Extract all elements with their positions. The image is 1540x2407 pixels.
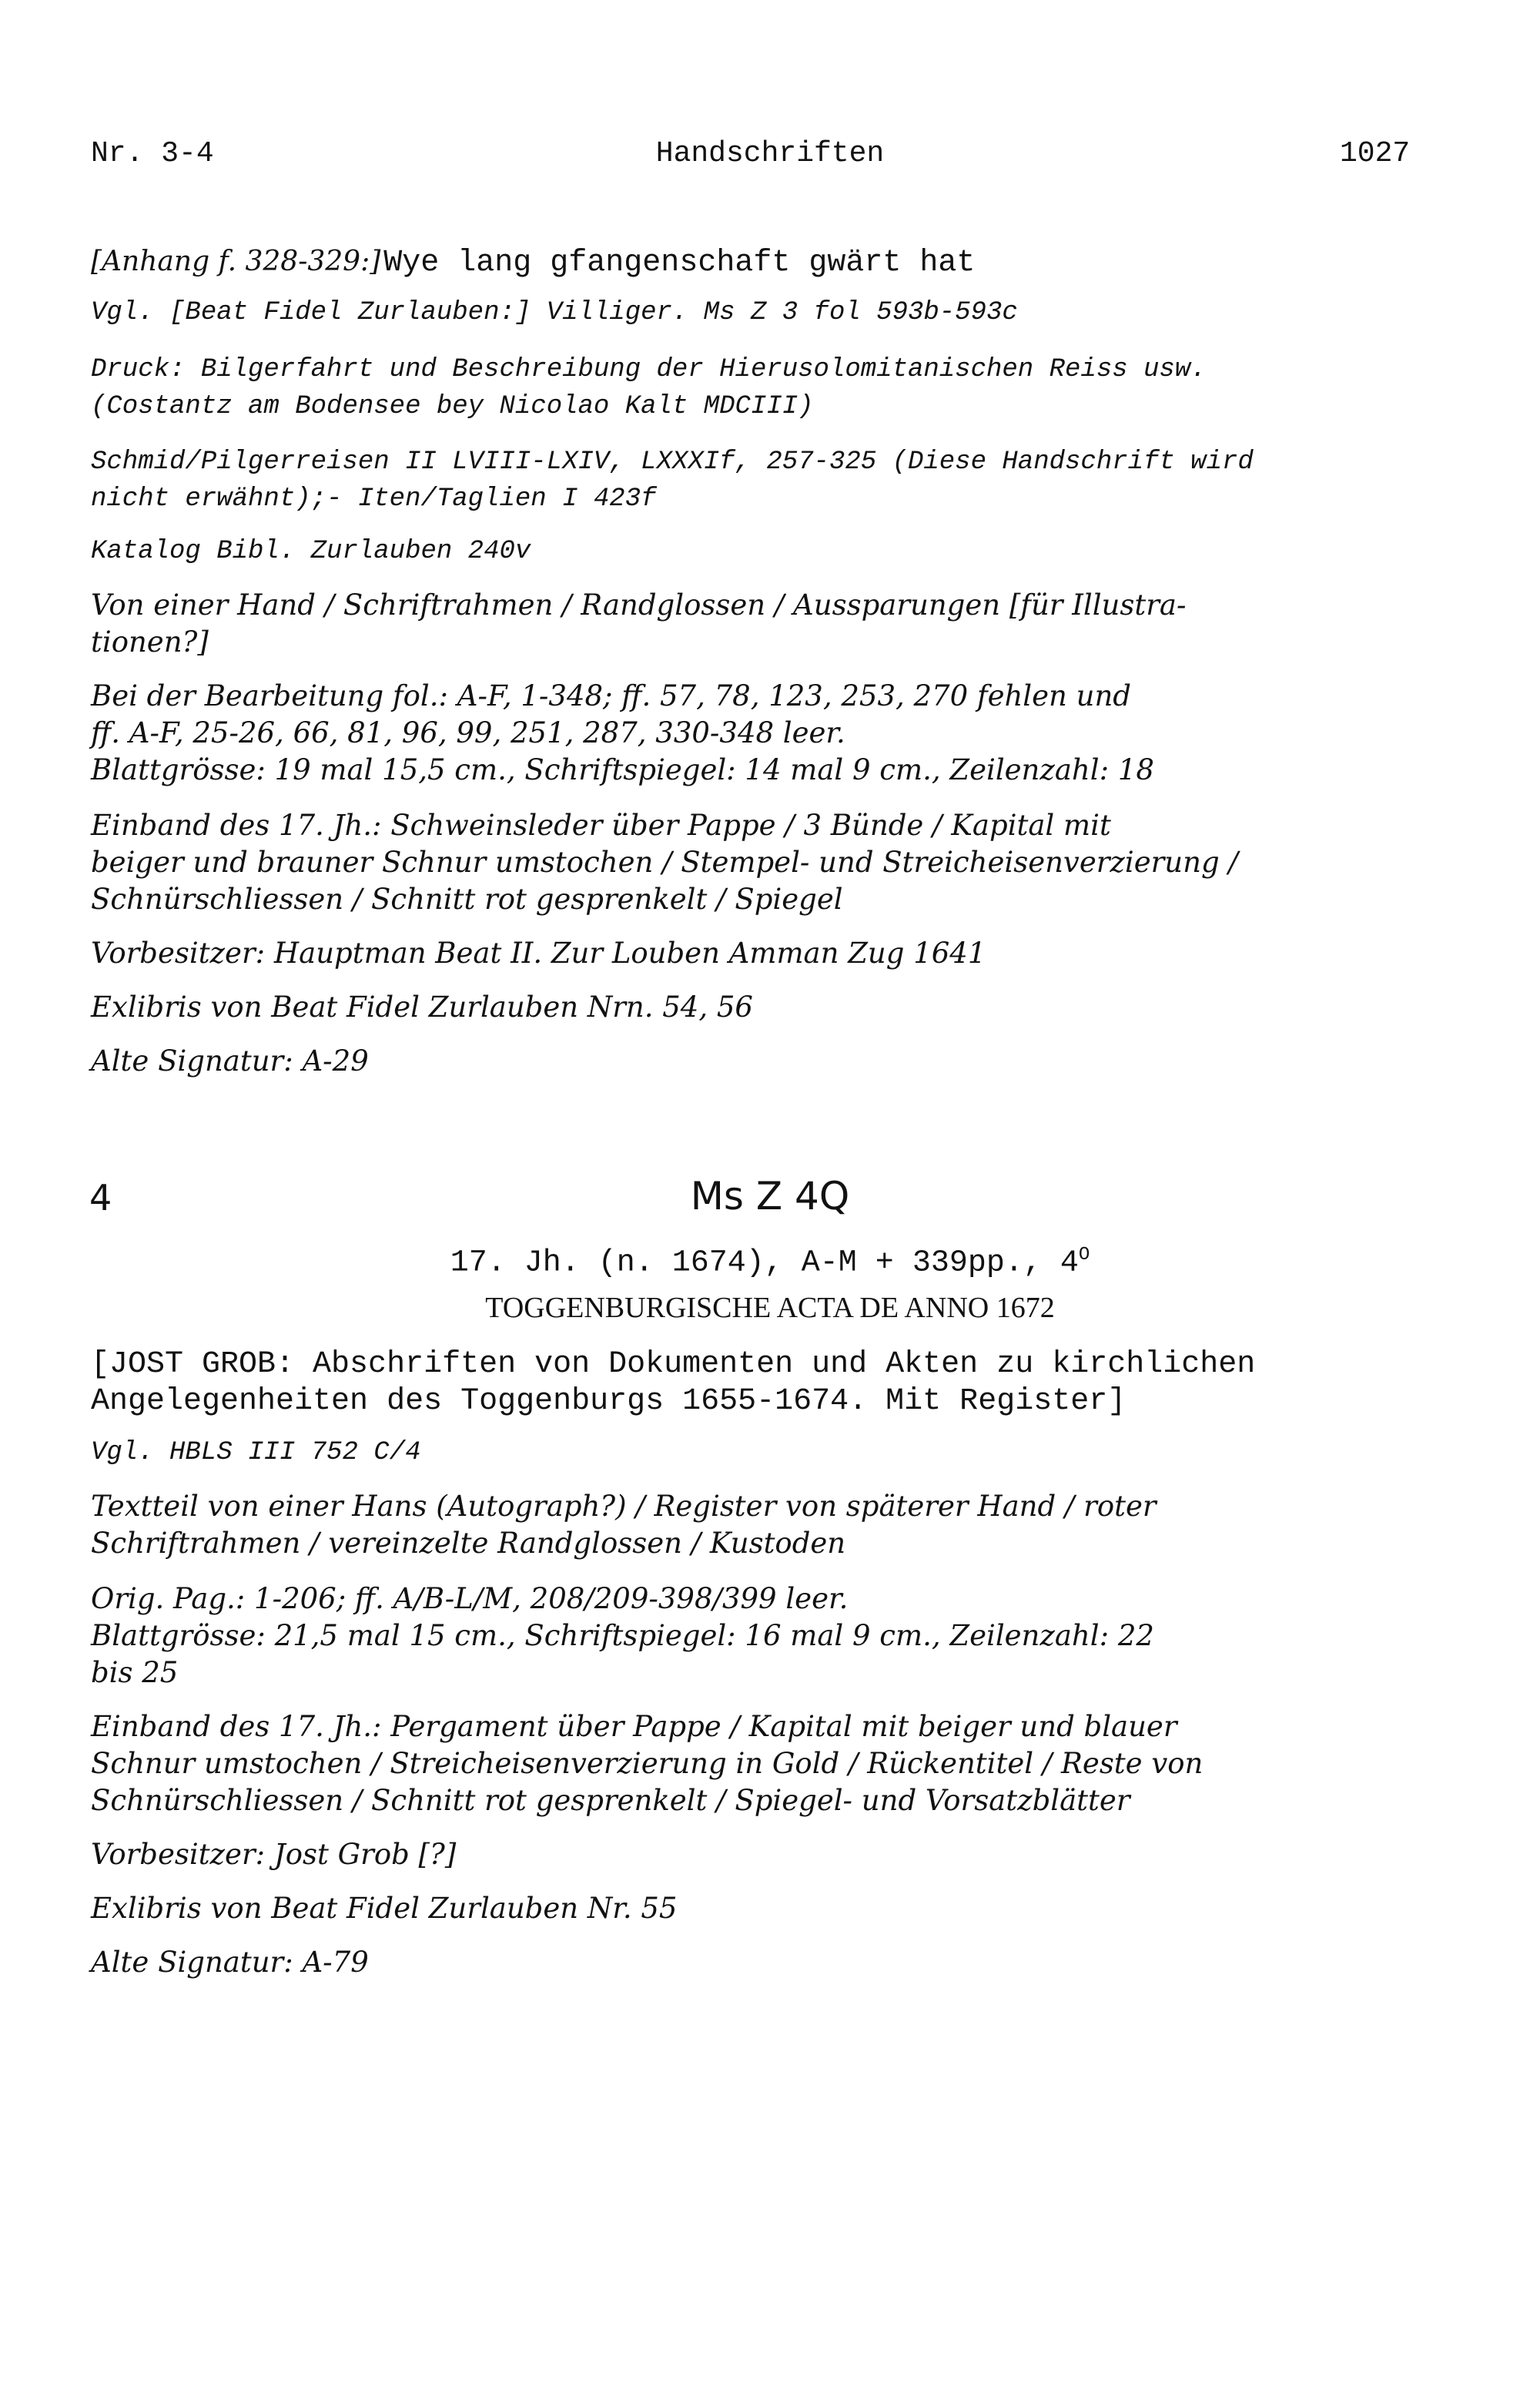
entry3-hand-line-2: tionen?] xyxy=(91,625,209,659)
entry4-hands xyxy=(91,1488,1392,1562)
entry4-hand-line-1: Textteil von einer Hans (Autograph?) / Register von späterer Hand / roter xyxy=(91,1490,1157,1523)
entry3-print xyxy=(91,351,1392,425)
entry3-lit-line-2: nicht erwähnt);- Iten/Taglien I 423f xyxy=(91,484,657,514)
entry4-title-text: TOGGENBURGISCHE ACTA DE ANNO 1672 xyxy=(485,1292,1055,1324)
entry3-exlibris xyxy=(91,989,1392,1026)
entry4-date-text: 17. Jh. (n. 1674), A-M + 339pp., 4 xyxy=(450,1245,1079,1281)
entry4-binding-line-3: Schnürschliessen / Schnitt rot gesprenkelt / Spiegel- und Vorsatzblätter xyxy=(91,1784,1130,1817)
entry4-owner xyxy=(91,1836,1392,1873)
entry3-lit-line-1: Schmid/Pilgerreisen II LVIII-LXIV, LXXXIf, 257-325 (Diese Handschrift wird xyxy=(91,448,1254,477)
entry3-owner-text: Vorbesitzer: Hauptman Beat II. Zur Louben Amman Zug 1641 xyxy=(91,937,986,970)
entry3-proc-line-1: Bei der Bearbeitung fol.: A-F, 1-348; ff. 57, 78, 123, 253, 270 fehlen und xyxy=(91,679,1131,712)
entry3-signature-text: Alte Signatur: A-29 xyxy=(91,1044,369,1078)
entry3-signature xyxy=(91,1043,1392,1080)
header-entry-range: Nr. 3-4 xyxy=(91,137,214,170)
entry4-desc-line-1: [JOST GROB: Abschriften von Dokumenten und Akten zu kirchlichen xyxy=(91,1347,1256,1382)
entry3-title-prefix: [Anhang f. 328-329:] xyxy=(91,246,381,277)
entry3-binding-line-2: beiger und brauner Schnur umstochen / Stempel- und Streicheisenverzierung / xyxy=(91,846,1238,879)
entry4-number: 4 xyxy=(89,1177,112,1219)
entry4-desc-line-2: Angelegenheiten des Toggenburgs 1655-1674. Mit Register] xyxy=(91,1384,1127,1419)
entry4-exlibris xyxy=(91,1890,1392,1927)
entry3-hands xyxy=(91,587,1392,661)
entry4-signature xyxy=(91,1944,1392,1981)
entry3-title-main: Wye lang gfangenschaft gwärt hat xyxy=(383,246,976,280)
header-section-title: Handschriften xyxy=(655,137,885,170)
entry4-size-line-2: bis 25 xyxy=(91,1656,179,1689)
entry4-description xyxy=(91,1346,1392,1420)
entry3-literature xyxy=(91,444,1392,518)
page-number: 1027 xyxy=(1340,137,1411,170)
entry4-title xyxy=(0,1289,1540,1326)
entry3-binding-line-3: Schnürschliessen / Schnitt rot gesprenkelt / Spiegel xyxy=(91,883,843,916)
entry4-binding-line-2: Schnur umstochen / Streicheisenverzierung in Gold / Rückentitel / Reste von xyxy=(91,1747,1204,1780)
entry4-pag: Orig. Pag.: 1-206; ff. A/B-L/M, 208/209-398/399 leer. xyxy=(91,1582,849,1615)
entry4-date-line xyxy=(0,1237,1540,1282)
entry3-hand-line-1: Von einer Hand / Schriftrahmen / Randglossen / Aussparungen [für Illustra- xyxy=(91,588,1187,622)
entry3-owner xyxy=(91,935,1392,972)
entry3-binding-line-1: Einband des 17. Jh.: Schweinsleder über Pappe / 3 Bünde / Kapital mit xyxy=(91,809,1111,842)
entry4-format-sup: O xyxy=(1078,1245,1090,1266)
entry3-title-line xyxy=(91,245,1392,282)
entry4-exlibris-text: Exlibris von Beat Fidel Zurlauben Nr. 55 xyxy=(91,1892,678,1925)
entry4-owner-text: Vorbesitzer: Jost Grob [?] xyxy=(91,1838,457,1871)
entry3-processing xyxy=(91,678,1392,789)
entry4-ref-text: Vgl. HBLS III 752 C/4 xyxy=(91,1438,421,1467)
entry4-binding xyxy=(91,1708,1392,1819)
entry3-reference xyxy=(91,294,1392,331)
entry3-binding xyxy=(91,807,1392,918)
entry4-signature-text: Alte Signatur: A-79 xyxy=(91,1946,369,1979)
entry3-proc-line-2: ff. A-F, 25-26, 66, 81, 96, 99, 251, 287, 330-348 leer. xyxy=(91,716,845,749)
entry4-shelfmark: Ms Z 4Q xyxy=(690,1174,850,1219)
entry3-catalog-text: Katalog Bibl. Zurlauben 240v xyxy=(91,537,531,566)
entry3-size: Blattgrösse: 19 mal 15,5 cm., Schriftspiegel: 14 mal 9 cm., Zeilenzahl: 18 xyxy=(91,753,1154,786)
entry3-print-line-1: Druck: Bilgerfahrt und Beschreibung der Hierusolomitanischen Reiss usw. xyxy=(91,355,1207,384)
entry4-hand-line-2: Schriftrahmen / vereinzelte Randglossen / Kustoden xyxy=(91,1527,846,1560)
entry3-catalog xyxy=(91,533,1392,570)
entry4-pagination xyxy=(91,1581,1392,1691)
entry4-binding-line-1: Einband des 17. Jh.: Pergament über Pappe / Kapital mit beiger und blauer xyxy=(91,1710,1177,1743)
entry4-size-line-1: Blattgrösse: 21,5 mal 15 cm., Schriftspiegel: 16 mal 9 cm., Zeilenzahl: 22 xyxy=(91,1619,1154,1652)
entry3-ref-text: Vgl. [Beat Fidel Zurlauben:] Villiger. Ms Z 3 fol 593b-593c xyxy=(91,298,1018,327)
entry3-exlibris-text: Exlibris von Beat Fidel Zurlauben Nrn. 54, 56 xyxy=(91,991,753,1024)
entry4-reference xyxy=(91,1434,1392,1471)
entry3-print-line-2: (Costantz am Bodensee bey Nicolao Kalt MDCIII) xyxy=(91,392,814,421)
